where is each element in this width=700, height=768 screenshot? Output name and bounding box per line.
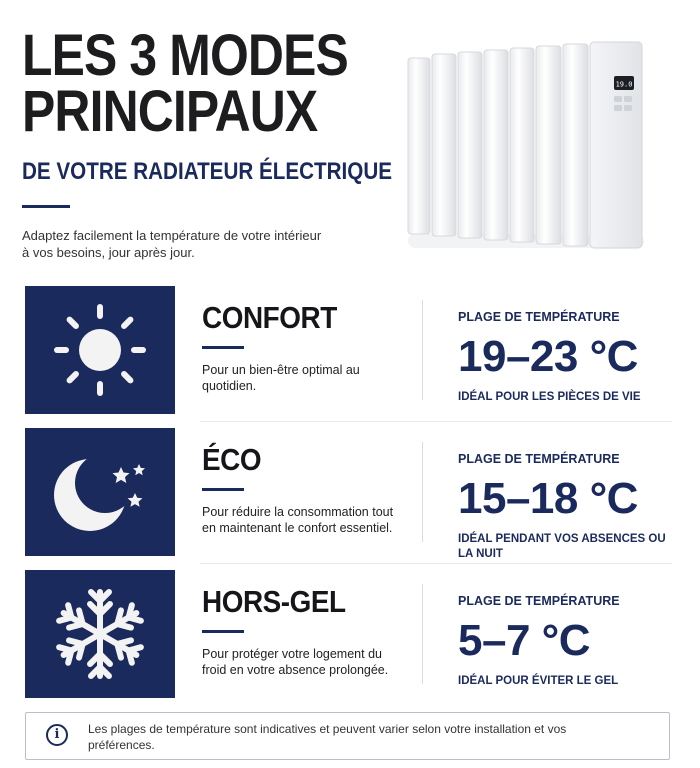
range-note: IDÉAL PENDANT VOS ABSENCES OU LA NUIT: [458, 533, 666, 560]
mode-icon-tile: [25, 286, 175, 414]
radiator-display-readout: 19.0: [615, 80, 633, 89]
title-underline: [22, 205, 70, 208]
range-label: PLAGE DE TEMPÉRATURE: [458, 594, 620, 608]
radiator-illustration: [400, 36, 650, 258]
vertical-divider: [422, 300, 423, 400]
moon-stars-icon: [45, 437, 155, 547]
range-value: 19–23 °C: [458, 332, 638, 381]
mode-name-underline: [202, 346, 244, 349]
mode-card-eco: [25, 428, 675, 558]
mode-icon-tile: [25, 428, 175, 556]
mode-description: Pour protéger votre logement du froid en votre absence prolongée.: [202, 647, 389, 677]
title-line-2: PRINCIPAUX: [22, 79, 318, 144]
row-separator: [200, 421, 672, 422]
range-value: 15–18 °C: [458, 474, 638, 523]
mode-description: Pour réduire la consommation tout en maintenant le confort essentiel.: [202, 505, 394, 535]
vertical-divider: [422, 584, 423, 684]
snowflake-icon: [45, 579, 155, 689]
mode-name-underline: [202, 488, 244, 491]
mode-description: Pour un bien-être optimal au quotidien.: [202, 363, 360, 393]
range-value: 5–7 °C: [458, 616, 591, 665]
range-note: IDÉAL POUR ÉVITER LE GEL: [458, 675, 619, 687]
title-line-1: LES 3 MODES: [22, 23, 348, 88]
mode-card-hors-gel: [25, 570, 675, 700]
info-note-text: Les plages de température sont indicatives et peuvent varier selon votre installation et vos préférences.: [88, 722, 567, 752]
sun-icon: [45, 295, 155, 405]
mode-name-underline: [202, 630, 244, 633]
mode-icon-tile: [25, 570, 175, 698]
row-separator: [200, 563, 672, 564]
page-subtitle: DE VOTRE RADIATEUR ÉLECTRIQUE: [22, 158, 393, 185]
range-note: IDÉAL POUR LES PIÈCES DE VIE: [458, 391, 641, 403]
info-icon: i: [46, 724, 68, 746]
range-label: PLAGE DE TEMPÉRATURE: [458, 310, 620, 324]
mode-name: ÉCO: [202, 442, 262, 477]
info-note: [25, 712, 670, 760]
range-label: PLAGE DE TEMPÉRATURE: [458, 452, 620, 466]
page-title: [22, 23, 348, 144]
mode-card-confort: [25, 286, 675, 416]
mode-name: CONFORT: [202, 300, 337, 335]
intro-text: Adaptez facilement la température de votre intérieur à vos besoins, jour après jour.: [22, 228, 322, 260]
vertical-divider: [422, 442, 423, 542]
mode-name: HORS-GEL: [202, 584, 346, 619]
